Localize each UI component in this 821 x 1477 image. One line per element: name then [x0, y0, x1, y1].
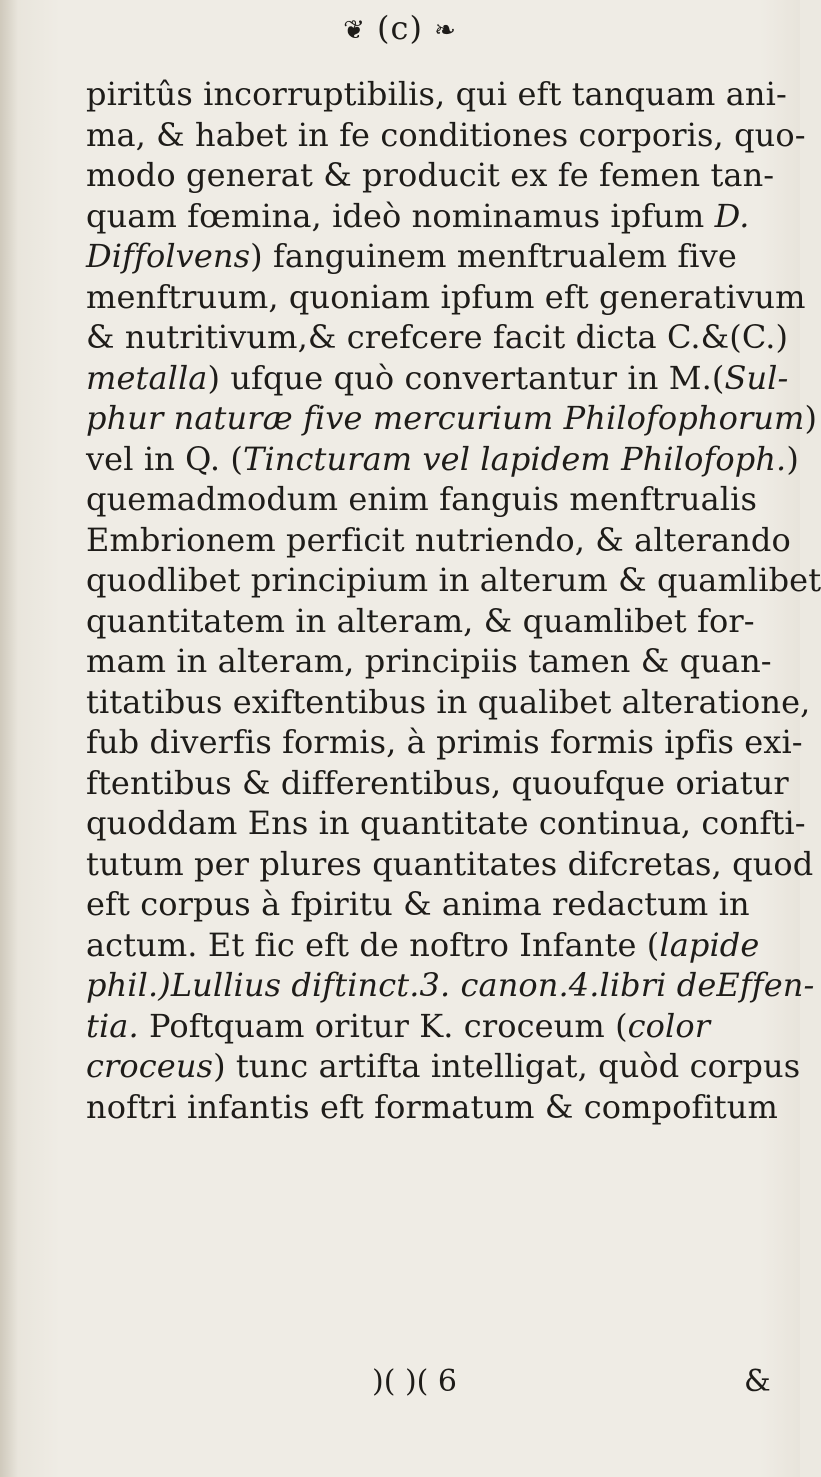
italic-segment: phur naturæ five mercurium Philofophorum	[86, 399, 805, 437]
running-head	[0, 8, 800, 51]
text-segment: ) tunc artifta intelligat, quòd corpus	[213, 1047, 801, 1085]
text-segment: Embrionem perficit nutriendo, & alterando	[86, 520, 791, 559]
text-line	[86, 884, 786, 925]
text-segment: quoddam Ens in quantitate continua, confti-	[86, 804, 806, 842]
text-line	[86, 398, 818, 439]
italic-segment: Diffolvens	[86, 237, 251, 275]
text-segment: piritûs incorruptibilis, qui eft tanquam ani-	[86, 75, 787, 113]
text-segment: ) fanguinem menftrualem five	[250, 237, 737, 275]
italic-segment: croceus	[86, 1047, 214, 1085]
body-text	[86, 74, 821, 1127]
text-line	[86, 844, 814, 885]
text-line	[86, 965, 815, 1006]
italic-segment: Tincturam vel lapidem Philofoph.	[243, 439, 787, 478]
text-line	[86, 803, 806, 844]
text-segment: fub diverfis formis, à primis formis ipfis exi-	[86, 723, 803, 761]
ornament-right-icon: ❧	[434, 15, 457, 46]
text-segment: mam in alteram, principiis tamen & quan-	[86, 642, 772, 680]
text-segment: Poftquam oritur K. croceum (	[138, 1006, 628, 1045]
text-line	[86, 1006, 786, 1047]
italic-segment: Sul-	[724, 358, 789, 397]
text-line	[86, 722, 803, 763]
text-segment: titatibus exiftentibus in qualibet alteratione,	[86, 682, 811, 721]
text-line	[86, 115, 806, 156]
italic-segment: metalla	[86, 358, 208, 397]
text-line	[86, 439, 799, 480]
text-segment: )	[786, 439, 799, 478]
text-segment: quam fœmina, ideò nominamus ipfum	[86, 196, 715, 235]
text-segment: & nutritivum,& crefcere facit dicta C.&(C.)	[86, 318, 789, 356]
italic-segment: tia.	[86, 1006, 139, 1045]
text-segment: vel in Q. (	[86, 439, 244, 478]
text-segment: ) ufque quò convertantur in M.(	[207, 358, 725, 397]
text-segment: modo generat & producit ex fe femen tan-	[86, 156, 775, 194]
italic-segment: lapide	[659, 925, 760, 964]
text-segment: menftruum, quoniam ipfum eft generativum	[86, 277, 806, 316]
text-line	[86, 1087, 786, 1128]
text-segment: ftentibus & differentibus, quoufque oriatur	[86, 763, 789, 802]
text-line	[86, 641, 786, 682]
text-segment: eft corpus à fpiritu & anima redactum in	[86, 885, 750, 923]
text-line	[86, 277, 806, 318]
gutter-shadow	[0, 0, 18, 1477]
text-segment: tutum per plures quantitates difcretas, quod	[86, 844, 814, 883]
italic-segment: phil.)Lullius diftinct.3. canon.4.libri deEffen-	[86, 966, 815, 1004]
text-segment: noftri infantis eft formatum & compofitum	[86, 1087, 778, 1126]
text-segment: actum. Et fic eft de noftro Infante (	[86, 925, 660, 964]
text-line	[86, 74, 786, 115]
italic-segment: D.	[714, 196, 750, 235]
ornament-left-icon: ❦	[343, 15, 366, 46]
text-line	[86, 560, 821, 601]
text-line	[86, 520, 791, 561]
text-line	[86, 763, 789, 804]
text-segment: ma, & habet in fe conditiones corporis, quo-	[86, 115, 806, 154]
text-segment: quodlibet principium in alterum & quamlibet	[86, 561, 821, 599]
text-line	[86, 925, 786, 966]
text-line	[86, 317, 789, 358]
text-line	[86, 682, 811, 723]
text-line	[86, 1046, 801, 1087]
catchword: &	[744, 1364, 771, 1399]
text-line	[86, 236, 786, 277]
page-footer	[0, 1362, 800, 1402]
page-mark: (c)	[377, 9, 423, 47]
text-segment: quemadmodum enim fanguis menftrualis	[86, 480, 757, 518]
text-line	[86, 196, 786, 237]
text-line	[86, 601, 786, 642]
signature-mark: )( )( 6	[372, 1364, 457, 1399]
text-segment: )	[804, 399, 818, 437]
text-line	[86, 155, 786, 196]
italic-segment: color	[627, 1006, 711, 1045]
text-segment: quantitatem in alteram, & quamlibet for-	[86, 601, 755, 640]
text-line	[86, 358, 789, 399]
text-line	[86, 479, 786, 520]
